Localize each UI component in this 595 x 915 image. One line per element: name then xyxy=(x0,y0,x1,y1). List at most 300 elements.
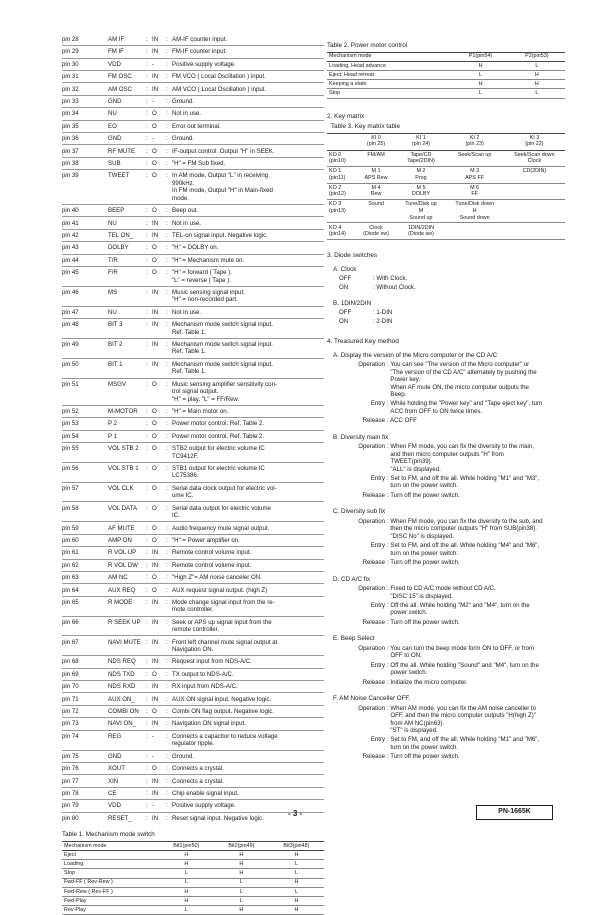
colon: : xyxy=(146,618,148,626)
table-row xyxy=(327,200,565,223)
table-row xyxy=(327,183,565,200)
pin-direction: O xyxy=(152,586,157,594)
pin-name: NDS REQ xyxy=(108,658,136,666)
cell-line: Seek/Scan down xyxy=(514,151,555,158)
pin-row xyxy=(62,720,324,727)
step-line: "ALL" is displayed. xyxy=(387,465,441,473)
pin-name: AMP ON xyxy=(108,536,132,544)
pin-direction: O xyxy=(152,536,157,544)
table-cell xyxy=(445,183,503,200)
cell-line: KO 0 xyxy=(329,151,342,158)
pin-name: R SEEK UP xyxy=(108,618,141,626)
table-row xyxy=(62,887,324,896)
colon: : xyxy=(146,720,148,728)
step-label: Entry xyxy=(370,661,385,669)
pin-number: pin 51 xyxy=(62,380,79,388)
pin-number: pin 33 xyxy=(62,98,79,106)
step-line: "ST" is displayed. xyxy=(387,727,438,735)
cell-line: Sound down xyxy=(459,214,490,221)
description-line: Serial data clock output for electric vol- xyxy=(172,484,277,492)
switch-state: ON xyxy=(339,318,349,326)
table-cell: Fwd-FF ( Rev-Rew ) xyxy=(62,878,159,887)
table-cell: Rev-Play xyxy=(62,906,159,915)
row-divider xyxy=(62,787,324,788)
row-divider xyxy=(62,812,324,813)
row-divider xyxy=(62,546,324,547)
table-cell: H xyxy=(214,869,269,878)
table-cell: L xyxy=(269,887,324,896)
row-divider xyxy=(62,266,324,267)
pin-description xyxy=(172,232,324,239)
pin-description xyxy=(172,73,324,80)
pin-number: pin 65 xyxy=(62,598,79,606)
pin-name: F/R xyxy=(108,269,118,277)
table-cell xyxy=(327,200,356,223)
table-cell: Fwd-Rew ( Rev-FF ) xyxy=(62,887,159,896)
step-line: : You can see "The version of the Micro computer" or xyxy=(387,361,530,369)
colon: : xyxy=(146,407,148,415)
table-cell xyxy=(504,167,565,184)
description-line: Combi ON flag output. Negative logic. xyxy=(172,708,274,716)
pin-name: MS xyxy=(108,289,118,296)
description-line: "H" = Main motor on. xyxy=(172,407,229,415)
table-cell: L xyxy=(214,878,269,887)
step-label: Operation xyxy=(358,517,385,525)
row-divider xyxy=(62,571,324,572)
table-cell xyxy=(445,167,503,184)
pin-number: pin 28 xyxy=(62,36,79,43)
pin-description xyxy=(172,619,324,634)
step-label: Entry xyxy=(370,400,385,408)
table-cell xyxy=(445,223,503,240)
row-divider xyxy=(62,254,324,255)
pin-row xyxy=(62,696,324,703)
step-label: Operation xyxy=(358,585,385,593)
colon: : xyxy=(146,638,148,646)
table-cell: L xyxy=(269,869,324,878)
table-cell xyxy=(504,200,565,223)
colon: : xyxy=(166,380,168,388)
pin-row xyxy=(62,790,324,797)
colon: : xyxy=(146,695,148,703)
pin-direction: IN xyxy=(152,308,159,316)
description-line: In FM mode, Output "H" in Main-fixed xyxy=(172,187,273,195)
colon: : xyxy=(166,420,168,428)
description-line: IF-output control. Output "H" in SEEK. xyxy=(172,147,275,155)
pin-number: pin 72 xyxy=(62,708,79,716)
pin-row xyxy=(62,683,324,690)
pin-number: pin 32 xyxy=(62,85,79,93)
table-cell: H xyxy=(452,80,508,89)
table-cell: L xyxy=(509,61,565,70)
table-cell xyxy=(356,150,397,167)
colon: : xyxy=(146,207,148,215)
table-row xyxy=(327,71,565,80)
step-line: : When FM mode, you can fix the diversity to the main, xyxy=(387,443,534,451)
pin-direction: IN xyxy=(152,695,159,703)
pin-row xyxy=(62,815,324,822)
step-line: : Initialize the micro computer. xyxy=(387,678,468,686)
pin-name: CE xyxy=(108,789,117,797)
pin-number: pin 31 xyxy=(62,73,79,81)
pin-number: pin 71 xyxy=(62,695,79,703)
colon: : xyxy=(146,160,148,168)
pin-number: pin 70 xyxy=(62,683,79,691)
pin-description xyxy=(172,587,324,594)
pin-number: pin 34 xyxy=(62,110,79,118)
colon: : xyxy=(146,244,148,252)
key-matrix-caption: Table 3. Key matrix table xyxy=(331,123,400,131)
colon: : xyxy=(166,269,168,277)
cell-line: Prog xyxy=(415,174,427,181)
pin-direction: O xyxy=(152,269,157,277)
colon: : xyxy=(166,172,168,180)
table-row xyxy=(327,167,565,184)
colon: : xyxy=(146,789,148,797)
pin-number: pin 39 xyxy=(62,172,79,180)
pin-number: pin 58 xyxy=(62,504,79,512)
pin-name: NDS TXD xyxy=(108,670,135,678)
header-line: (pin 23) xyxy=(465,141,484,148)
cell-line: (pin12) xyxy=(329,191,346,198)
cell-line: Sound up xyxy=(409,214,433,221)
description-line: Connects a crystal. xyxy=(172,777,224,785)
cell-line: M 1 xyxy=(371,168,381,175)
pin-description xyxy=(172,381,324,403)
pin-direction: O xyxy=(152,380,157,388)
pin-row xyxy=(62,341,324,356)
colon: : xyxy=(166,407,168,415)
pin-direction: - xyxy=(152,732,155,740)
step-label: Entry xyxy=(370,542,385,550)
step-line: from AM NC(pin63). xyxy=(387,719,445,727)
step-line: turn on the power switch. xyxy=(387,549,459,557)
table-cell: H xyxy=(159,896,214,905)
pin-number: pin 55 xyxy=(62,445,79,453)
pin-name: BEEP xyxy=(108,207,125,215)
table-cell: H xyxy=(214,860,269,869)
step-text xyxy=(387,400,565,415)
pin-description xyxy=(172,61,324,68)
colon: : xyxy=(146,536,148,544)
table-row xyxy=(62,906,324,915)
step-line: "DISC 15" is displayed. xyxy=(387,592,453,600)
description-line: In AM mode, Output "L" in receiving xyxy=(172,172,269,180)
pin-direction: O xyxy=(152,122,157,130)
description-line: "H" = non-recorded part. xyxy=(172,296,238,304)
pin-description xyxy=(172,753,324,760)
table-cell: L xyxy=(214,896,269,905)
row-divider xyxy=(62,774,324,775)
pin-row xyxy=(62,420,324,427)
pin-description xyxy=(172,696,324,703)
pin-direction: - xyxy=(152,60,155,68)
pin-direction: - xyxy=(152,752,155,760)
pin-number: pin 40 xyxy=(62,207,79,215)
step-label: Entry xyxy=(370,602,385,610)
pin-direction: IN xyxy=(152,561,159,569)
table-cell: Loading, Head advance xyxy=(327,61,452,70)
diode-switches-heading: 3. Diode switches xyxy=(327,251,378,259)
table-cell: L xyxy=(452,71,508,80)
cell-line: KO 1 xyxy=(329,168,342,175)
pin-row xyxy=(62,361,324,376)
table-cell: Keeping a state xyxy=(327,80,452,89)
description-line: FM VCO ( Local Oscillation ) input. xyxy=(172,73,266,81)
row-divider xyxy=(62,799,324,800)
row-divider xyxy=(62,306,324,307)
table-row xyxy=(327,223,565,240)
colon: : xyxy=(146,172,148,180)
colon: : xyxy=(146,504,148,512)
pin-description xyxy=(172,98,324,105)
pin-number: pin 67 xyxy=(62,638,79,646)
pin-direction: IN xyxy=(152,720,159,728)
pin-name: DOLBY xyxy=(108,244,129,252)
cell-line: KO 4 xyxy=(329,224,342,231)
pin-row xyxy=(62,778,324,785)
colon: : xyxy=(146,561,148,569)
description-line: AUX ON signal input. Negative logic. xyxy=(172,695,272,703)
pin-row xyxy=(62,123,324,130)
switch-state: OFF xyxy=(339,275,352,283)
table-cell: Fwd-Play xyxy=(62,896,159,905)
pin-number: pin 57 xyxy=(62,484,79,492)
pin-row xyxy=(62,110,324,117)
pin-name: R VOL DW xyxy=(108,561,138,569)
switch-meaning: : With Clock. xyxy=(373,275,408,283)
step-text xyxy=(387,518,565,540)
pin-direction: IN xyxy=(152,789,159,797)
pin-direction: O xyxy=(152,574,157,582)
pin-name: P 1 xyxy=(108,432,118,440)
pin-description xyxy=(172,465,324,480)
pin-row xyxy=(62,86,324,93)
pin-direction: O xyxy=(152,147,157,155)
step-line: : While holding the "Power key" and "Tape eject key", turn xyxy=(387,400,543,408)
pin-row xyxy=(62,98,324,105)
table-cell: L xyxy=(159,878,214,887)
pin-direction: IN xyxy=(152,618,159,626)
pin-name: TEL ON_ xyxy=(108,231,134,239)
step-text xyxy=(387,585,565,600)
pin-direction: O xyxy=(152,432,157,440)
method-step xyxy=(327,619,565,626)
step-line: OFF to ON. xyxy=(387,652,422,660)
step-label: Release xyxy=(362,753,385,761)
table-cell xyxy=(327,223,356,240)
pin-row xyxy=(62,505,324,520)
pin-description xyxy=(172,123,324,130)
pin-name: BIT 3 xyxy=(108,321,123,329)
page-number: - 3 - xyxy=(288,809,303,818)
pin-name: GND xyxy=(108,752,122,760)
table-cell: L xyxy=(269,860,324,869)
description-line: trol signal output. xyxy=(172,388,219,396)
pin-description xyxy=(172,321,324,336)
table-cell xyxy=(356,200,397,223)
description-line: "H" = play, "L" = FF/Rew. xyxy=(172,395,240,403)
table-cell xyxy=(327,183,356,200)
method-step xyxy=(327,705,565,735)
pin-description xyxy=(172,408,324,415)
table-cell xyxy=(397,223,446,240)
pin-name: GND xyxy=(108,135,122,143)
description-line: "L" = reverse ( Tape ). xyxy=(172,276,231,284)
pin-row xyxy=(62,733,324,748)
step-text xyxy=(387,361,565,398)
pin-direction: IN xyxy=(152,231,159,239)
cell-line: DOLBY xyxy=(411,191,431,198)
row-divider xyxy=(62,229,324,230)
row-divider xyxy=(62,501,324,502)
table-cell xyxy=(504,150,565,167)
pin-direction: IN xyxy=(152,814,159,822)
pin-description xyxy=(172,48,324,55)
cell-line: FM/AM xyxy=(367,151,385,158)
description-line: Front left channel mute signal output at xyxy=(172,638,278,646)
pin-row xyxy=(62,61,324,68)
column-header: Bit3(pin48) xyxy=(269,841,324,850)
colon: : xyxy=(166,219,168,227)
row-divider xyxy=(62,144,324,145)
pin-row xyxy=(62,257,324,264)
colon: : xyxy=(166,48,168,56)
pin-number: pin 62 xyxy=(62,561,79,569)
table-row xyxy=(62,851,324,860)
column-header: Bit1(pin50) xyxy=(159,841,214,850)
pin-description xyxy=(172,135,324,142)
pin-direction: IN xyxy=(152,777,159,785)
colon: : xyxy=(146,380,148,388)
colon: : xyxy=(146,802,148,810)
colon: : xyxy=(166,695,168,703)
table-cell xyxy=(397,200,446,223)
row-divider xyxy=(62,358,324,359)
colon: : xyxy=(146,708,148,716)
description-line: Navigation ON signal input. xyxy=(172,720,246,728)
table-row xyxy=(327,150,565,167)
description-line: Positive supply voltage. xyxy=(172,802,236,810)
pin-description xyxy=(172,341,324,356)
switch-meaning: : 1-DIN xyxy=(373,309,393,317)
cell-line: M 4 xyxy=(371,184,381,191)
pin-name: VOL CLK xyxy=(108,484,134,492)
switch-state: ON xyxy=(339,284,349,292)
step-label: Entry xyxy=(370,736,385,744)
pin-row xyxy=(62,599,324,614)
pin-description xyxy=(172,778,324,785)
pin-number: pin 60 xyxy=(62,536,79,544)
step-line: then the micro computer outputs "H" from SUB(pin38). xyxy=(387,525,537,533)
row-divider xyxy=(62,442,324,443)
row-divider xyxy=(62,596,324,597)
pin-description xyxy=(172,172,324,202)
pin-name: AM IF xyxy=(108,36,125,43)
description-line: Mechanism mode switch signal input. xyxy=(172,321,273,329)
row-divider xyxy=(62,482,324,483)
description-line: Chip enable signal input. xyxy=(172,789,239,797)
row-divider xyxy=(62,70,324,71)
method-title: B. Diversity main fix xyxy=(333,433,389,441)
pin-description xyxy=(172,257,324,264)
colon: : xyxy=(166,536,168,544)
table-cell: H xyxy=(269,896,324,905)
pin-description xyxy=(172,445,324,460)
cell-line: (pin11) xyxy=(329,174,346,181)
step-line: : Off the all. While holding "M2" and "M4", turn on the xyxy=(387,602,530,610)
pin-description xyxy=(172,720,324,727)
cell-line: Tune/Disk down xyxy=(455,201,494,208)
pin-row xyxy=(62,232,324,239)
pin-description xyxy=(172,505,324,520)
pin-direction: IN xyxy=(152,658,159,666)
description-line: Mechanism mode switch signal input. xyxy=(172,341,273,349)
description-line: 990kHz. xyxy=(172,179,195,187)
switch-meaning: : 2-DIN xyxy=(373,318,393,326)
pin-name: BIT 1 xyxy=(108,360,123,368)
description-line: mote controller. xyxy=(172,606,214,614)
row-divider xyxy=(62,58,324,59)
table-row xyxy=(327,89,565,98)
pin-direction: IN xyxy=(152,289,159,296)
pin-name: AUX REQ xyxy=(108,586,136,594)
cell-line: APS FF xyxy=(465,174,485,181)
step-text xyxy=(387,619,565,626)
row-divider xyxy=(62,107,324,108)
colon: : xyxy=(146,60,148,68)
cell-line: M 2 xyxy=(416,168,426,175)
switch-row xyxy=(327,284,565,291)
method-title: A. Display the version of the Micro computer or the CD A/C xyxy=(333,351,498,359)
colon: : xyxy=(166,752,168,760)
colon: : xyxy=(166,814,168,822)
row-divider xyxy=(62,45,324,46)
pin-direction: O xyxy=(152,420,157,428)
colon: : xyxy=(166,708,168,716)
step-text xyxy=(387,559,565,566)
cell-line: (pin13) xyxy=(329,208,346,215)
colon: : xyxy=(166,777,168,785)
pin-row xyxy=(62,148,324,155)
method-title: D. CD A/C fix xyxy=(333,575,371,583)
colon: : xyxy=(166,802,168,810)
pin-description xyxy=(172,110,324,117)
table-cell: H xyxy=(269,878,324,887)
colon: : xyxy=(166,638,168,646)
pin-number: pin 59 xyxy=(62,524,79,532)
pin-direction: O xyxy=(152,110,157,118)
pin-row xyxy=(62,73,324,80)
row-divider xyxy=(62,82,324,83)
pin-direction: IN xyxy=(152,638,159,646)
table-cell: L xyxy=(159,906,214,915)
row-divider xyxy=(62,430,324,431)
table-row xyxy=(62,878,324,887)
row-divider xyxy=(62,462,324,463)
colon: : xyxy=(146,321,148,329)
table-cell xyxy=(445,200,503,223)
pin-number: pin 48 xyxy=(62,321,79,329)
row-divider xyxy=(62,204,324,205)
description-line: "H" = Mechanism mute on. xyxy=(172,256,245,264)
pin-row xyxy=(62,160,324,167)
step-text xyxy=(387,679,565,686)
method-step xyxy=(327,559,565,566)
table-cell xyxy=(356,167,397,184)
colon: : xyxy=(166,574,168,582)
table-cell: H xyxy=(159,851,214,860)
